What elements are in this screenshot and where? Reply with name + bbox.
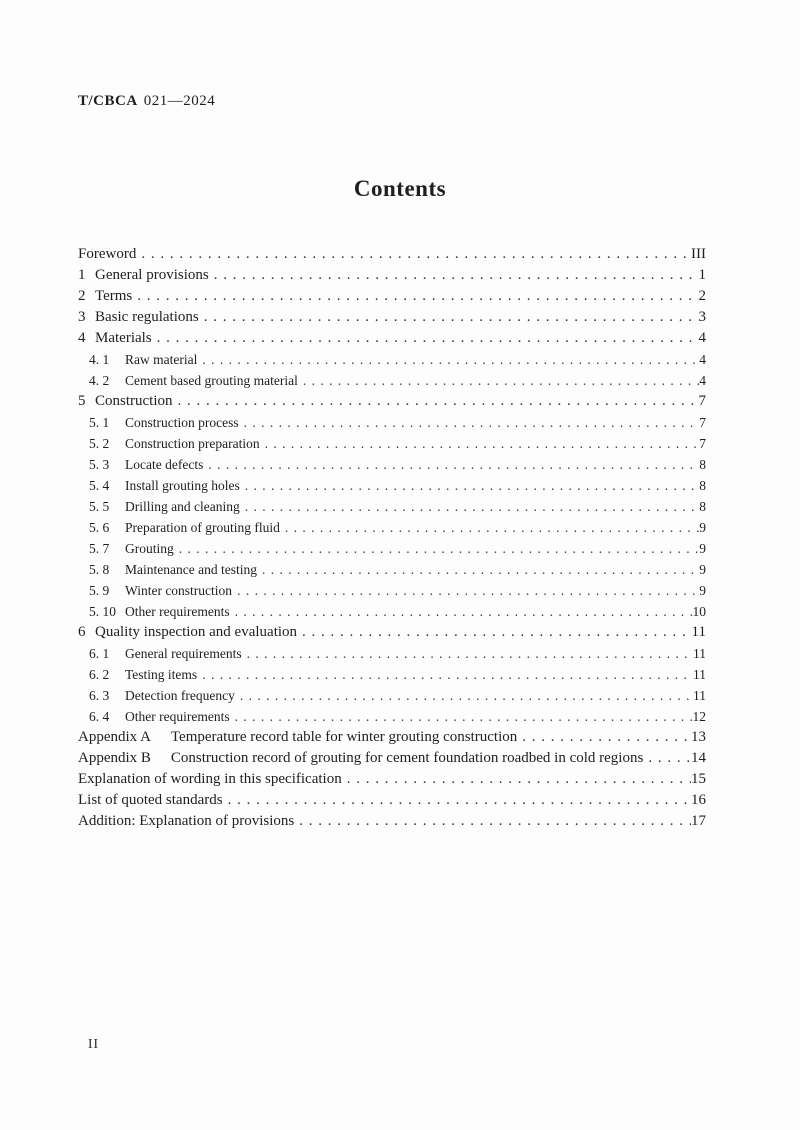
toc-entry-title: Foreword [78, 246, 137, 262]
toc-entry-title: Basic regulations [95, 309, 199, 325]
toc-entry-title: Other requirements [125, 604, 230, 619]
toc-entry [78, 559, 706, 580]
toc-entry-number: 6 [78, 624, 86, 640]
toc-leader-dots [209, 265, 699, 286]
toc-entry [78, 517, 706, 538]
toc-entry [78, 412, 706, 433]
toc-entry-title: Locate defects [125, 457, 204, 472]
toc-entry [78, 790, 706, 811]
toc-leader-dots [242, 643, 693, 664]
toc-entry-title: Materials [95, 330, 152, 346]
toc-entry-title: Preparation of grouting fluid [125, 520, 280, 535]
toc-entry-page: 16 [691, 792, 706, 808]
toc-leader-dots [136, 244, 691, 265]
toc-entry-page: 11 [693, 688, 706, 703]
toc-entry-number: 6. 2 [89, 667, 110, 682]
toc-leader-dots [199, 307, 699, 328]
toc-entry-page: 11 [693, 646, 706, 661]
toc-leader-dots [298, 370, 699, 391]
toc-entry [78, 370, 706, 391]
toc-entry-page: 15 [691, 771, 706, 787]
toc-entry [78, 601, 706, 622]
toc-entry-number: 5. 6 [89, 520, 110, 535]
toc-entry [78, 433, 706, 454]
toc-entry-page: 4 [698, 330, 706, 346]
toc-entry-number: 5. 10 [89, 604, 116, 619]
toc-entry-page: 14 [691, 750, 706, 766]
toc-leader-dots [239, 412, 700, 433]
toc-entry-number: 4 [78, 330, 86, 346]
toc-entry [78, 244, 706, 265]
toc-entry [78, 685, 706, 706]
standard-number [78, 93, 215, 110]
toc-entry-title: Construction record of grouting for cement foundation roadbed in cold regions [170, 750, 644, 766]
toc-entry-number: 5. 7 [89, 541, 110, 556]
toc-entry [78, 391, 706, 412]
toc-leader-dots [643, 748, 691, 769]
toc-leader-dots [203, 454, 699, 475]
toc-entry-title: Construction [95, 393, 173, 409]
toc-entry-number: 6. 3 [89, 688, 110, 703]
toc-entry [78, 769, 706, 790]
toc-entry-page: 1 [698, 267, 706, 283]
toc-entry-page: 7 [698, 393, 706, 409]
toc-entry-page: 8 [699, 499, 706, 514]
toc-entry-number: 5 [78, 393, 86, 409]
toc-entry-title: Addition: Explanation of provisions [78, 813, 295, 829]
toc-entry-title: Other requirements [125, 709, 230, 724]
toc-leader-dots [280, 517, 699, 538]
toc-entry-number: 6. 1 [89, 646, 110, 661]
toc-leader-dots [230, 706, 693, 727]
toc-entry-number: 5. 3 [89, 457, 110, 472]
toc-entry-page: 11 [693, 667, 706, 682]
toc-entry-title: Install grouting holes [125, 478, 240, 493]
toc-leader-dots [223, 790, 691, 811]
toc-entry-number: 5. 1 [89, 415, 110, 430]
toc-entry-page: III [691, 246, 706, 262]
toc-entry [78, 265, 706, 286]
toc-entry [78, 349, 706, 370]
toc-entry-title: Maintenance and testing [125, 562, 257, 577]
toc-entry [78, 454, 706, 475]
toc-leader-dots [173, 391, 699, 412]
toc-entry-number: 5. 8 [89, 562, 110, 577]
toc-entry-title: Testing items [125, 667, 198, 682]
toc-entry-page: 4 [699, 352, 706, 367]
toc-entry-title: Construction process [125, 415, 239, 430]
toc-entry-number: 5. 9 [89, 583, 110, 598]
toc-list [78, 244, 706, 832]
toc-leader-dots [152, 328, 699, 349]
toc-leader-dots [174, 538, 700, 559]
toc-entry [78, 496, 706, 517]
toc-entry-page: 9 [699, 562, 706, 577]
toc-leader-dots [342, 769, 691, 790]
toc-entry [78, 538, 706, 559]
toc-entry-number: Appendix A [78, 729, 151, 745]
toc-entry-page: 2 [698, 288, 706, 304]
toc-entry-title: Quality inspection and evaluation [95, 624, 298, 640]
toc-entry-title: General provisions [95, 267, 209, 283]
toc-entry-number: 5. 4 [89, 478, 110, 493]
toc-leader-dots [257, 559, 699, 580]
toc-entry [78, 307, 706, 328]
toc-entry [78, 811, 706, 832]
toc-entry-number: 3 [78, 309, 86, 325]
toc-entry [78, 748, 706, 769]
toc-leader-dots [197, 349, 699, 370]
toc-entry [78, 286, 706, 307]
toc-entry-page: 7 [699, 436, 706, 451]
toc-entry-title: Drilling and cleaning [125, 499, 240, 514]
toc-entry-title: Explanation of wording in this specification [78, 771, 342, 787]
toc-entry-number: 2 [78, 288, 86, 304]
toc-entry-title: Winter construction [125, 583, 233, 598]
toc-leader-dots [260, 433, 700, 454]
toc-entry-number: 5. 5 [89, 499, 110, 514]
toc-entry [78, 475, 706, 496]
toc-entry-number: 1 [78, 267, 86, 283]
toc-leader-dots [240, 496, 700, 517]
toc-entry-page: 9 [699, 541, 706, 556]
toc-entry-title: Grouting [125, 541, 174, 556]
standard-year: 021—2024 [143, 93, 216, 109]
page-number-footer: II [88, 1036, 99, 1051]
toc-leader-dots [230, 601, 693, 622]
toc-leader-dots [240, 475, 700, 496]
toc-entry [78, 706, 706, 727]
toc-entry-page: 11 [691, 624, 706, 640]
toc-entry-title: General requirements [125, 646, 242, 661]
toc-leader-dots [517, 727, 691, 748]
toc-entry [78, 622, 706, 643]
toc-entry-title: Construction preparation [125, 436, 260, 451]
toc-entry-number: Appendix B [78, 750, 151, 766]
toc-entry-page: 13 [691, 729, 706, 745]
toc-entry-title: Raw material [125, 352, 198, 367]
standard-code: T/CBCA [78, 93, 138, 109]
toc-entry-page: 3 [698, 309, 706, 325]
toc-entry-page: 17 [691, 813, 706, 829]
toc-entry-number: 4. 1 [89, 352, 110, 367]
toc-entry-page: 10 [692, 604, 706, 619]
toc-entry [78, 727, 706, 748]
toc-leader-dots [232, 580, 699, 601]
toc-entry-page: 9 [699, 520, 706, 535]
toc-entry-title: Terms [95, 288, 133, 304]
toc-leader-dots [294, 811, 691, 832]
toc-entry-page: 12 [692, 709, 706, 724]
toc-entry-page: 9 [699, 583, 706, 598]
toc-entry-title: List of quoted standards [78, 792, 223, 808]
toc-leader-dots [297, 622, 692, 643]
toc-entry-page: 4 [699, 373, 706, 388]
toc-entry-number: 6. 4 [89, 709, 110, 724]
toc-entry [78, 328, 706, 349]
toc-leader-dots [132, 286, 698, 307]
toc-entry-page: 8 [699, 457, 706, 472]
page-title: Contents [353, 176, 447, 201]
toc-leader-dots [235, 685, 693, 706]
toc-leader-dots [197, 664, 693, 685]
toc-entry-title: Detection frequency [125, 688, 235, 703]
toc-entry [78, 643, 706, 664]
toc-entry-number: 4. 2 [89, 373, 110, 388]
toc-entry-title: Cement based grouting material [125, 373, 298, 388]
toc-entry [78, 664, 706, 685]
toc-entry-title: Temperature record table for winter grouting construction [170, 729, 518, 745]
toc-entry-number: 5. 2 [89, 436, 110, 451]
toc-entry [78, 580, 706, 601]
toc-entry-page: 7 [699, 415, 706, 430]
toc-entry-page: 8 [699, 478, 706, 493]
